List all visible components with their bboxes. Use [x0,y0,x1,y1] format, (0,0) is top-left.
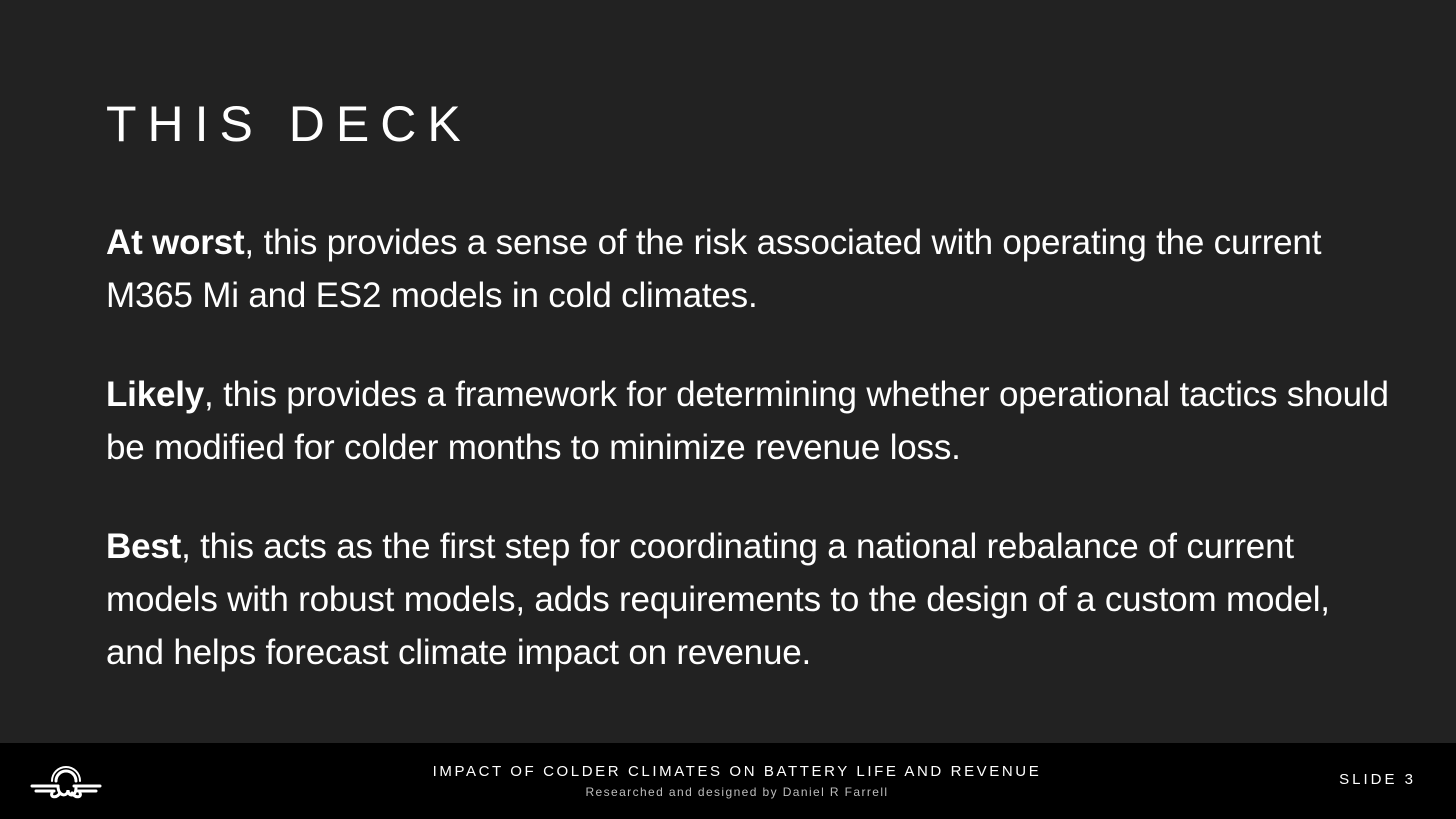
slide-number: SLIDE 3 [1339,771,1416,788]
slide-body [106,216,1396,725]
paragraph-text: , this acts as the first step for coordinating a national rebalance of current models with robust models, adds requirements to the design of a custom model, and helps forecast climate impact on revenue. [106,527,1330,672]
paragraph-text: , this provides a framework for determining whether operational tactics should be modified for colder months to minimize revenue loss. [106,375,1389,467]
paragraph-likely [106,368,1396,474]
paragraph-lead: Likely [106,375,205,414]
paragraph-at-worst [106,216,1396,322]
paragraph-best [106,520,1396,679]
slide-title: THIS DECK [106,96,472,152]
footer-caption [0,763,1456,800]
footer-title: IMPACT OF COLDER CLIMATES ON BATTERY LIFE AND REVENUE [432,763,1042,780]
paragraph-lead: At worst [106,223,245,262]
slide-footer [0,743,1456,819]
paragraph-lead: Best [106,527,182,566]
paragraph-text: , this provides a sense of the risk associated with operating the current M365 Mi and ES2 models in cold climates. [106,223,1322,315]
footer-subtitle: Researched and designed by Daniel R Farrell [585,785,889,799]
